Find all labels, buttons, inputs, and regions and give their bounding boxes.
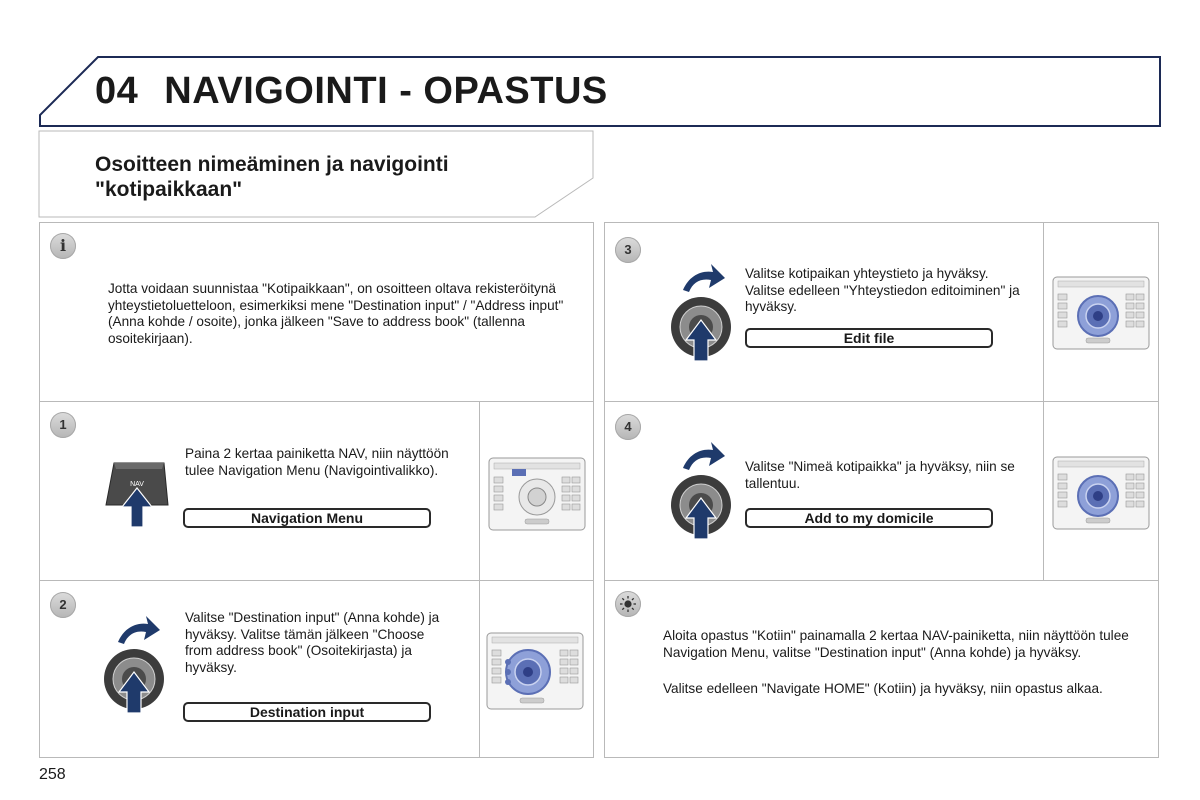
step-2-text: Valitse "Destination input" (Anna kohde) ja hyväksy. Valitse tämän jälkeen "Choose from address book" (Osoitekirjasta) ja hyväksy. <box>185 610 440 675</box>
rotary-knob-illustration-step-3 <box>665 260 745 370</box>
tip-text-1: Aloita opastus "Kotiin" painamalla 2 kertaa NAV-painiketta, niin näyttöön tulee Navigation Menu, valitse "Destination input" (Anna kohde) ja hyväksy. <box>663 628 1129 660</box>
section-title: Osoitteen nimeäminen ja navigointi "kotipaikkaan" <box>95 153 449 201</box>
page-number: 258 <box>39 766 66 783</box>
step-4-text: Valitse "Nimeä kotipaikka" ja hyväksy, niin se tallentuu. <box>745 459 1015 491</box>
step-3-divider <box>1043 222 1044 402</box>
rotary-knob-illustration-step-4 <box>665 438 745 548</box>
chapter-title: NAVIGOINTI - OPASTUS <box>164 70 608 112</box>
step-3-badge: 3 <box>615 237 641 263</box>
tip-text-2: Valitse edelleen "Navigate HOME" (Kotiin) ja hyväksy, niin opastus alkaa. <box>663 681 1103 696</box>
step-4-badge: 4 <box>615 414 641 440</box>
step-1-divider <box>479 401 480 581</box>
step-2-badge: 2 <box>50 592 76 618</box>
tip-panel <box>604 580 1159 758</box>
edit-file-button[interactable]: Edit file <box>745 328 993 348</box>
rotary-knob-illustration-step-2 <box>100 612 180 722</box>
destination-input-button[interactable]: Destination input <box>183 702 431 722</box>
step-3-text: Valitse kotipaikan yhteystieto ja hyväksy. Valitse edelleen "Yhteystiedon editoiminen" ja hyväksy. <box>745 266 1020 314</box>
info-text: Jotta voidaan suunnistaa "Kotipaikkaan", on osoitteen oltava rekisteröitynä yhteystietoluetteloon, esimerkiksi mene "Destination input" / "Address input" (Anna kohde / osoite), jonka jälkeen "Save to address book" (tallenna osoitekirjaan). <box>108 281 564 346</box>
nav-key-label: NAV <box>130 481 144 488</box>
page-title <box>95 70 608 113</box>
nav-key-illustration <box>100 455 180 535</box>
chapter-number: 04 <box>95 70 139 112</box>
console-illustration-step-2 <box>486 632 584 710</box>
console-illustration-step-1 <box>488 457 586 531</box>
info-icon: i <box>50 233 76 259</box>
navigation-menu-button[interactable]: Navigation Menu <box>183 508 431 528</box>
console-illustration-step-4 <box>1052 456 1150 530</box>
step-1-badge: 1 <box>50 412 76 438</box>
add-to-my-domicile-button[interactable]: Add to my domicile <box>745 508 993 528</box>
step-2-divider <box>479 580 480 758</box>
lightbulb-icon <box>615 591 641 617</box>
step-1-text: Paina 2 kertaa painiketta NAV, niin näyttöön tulee Navigation Menu (Navigointivalikko). <box>185 446 449 478</box>
step-4-divider <box>1043 401 1044 581</box>
console-illustration-step-3 <box>1052 276 1150 350</box>
